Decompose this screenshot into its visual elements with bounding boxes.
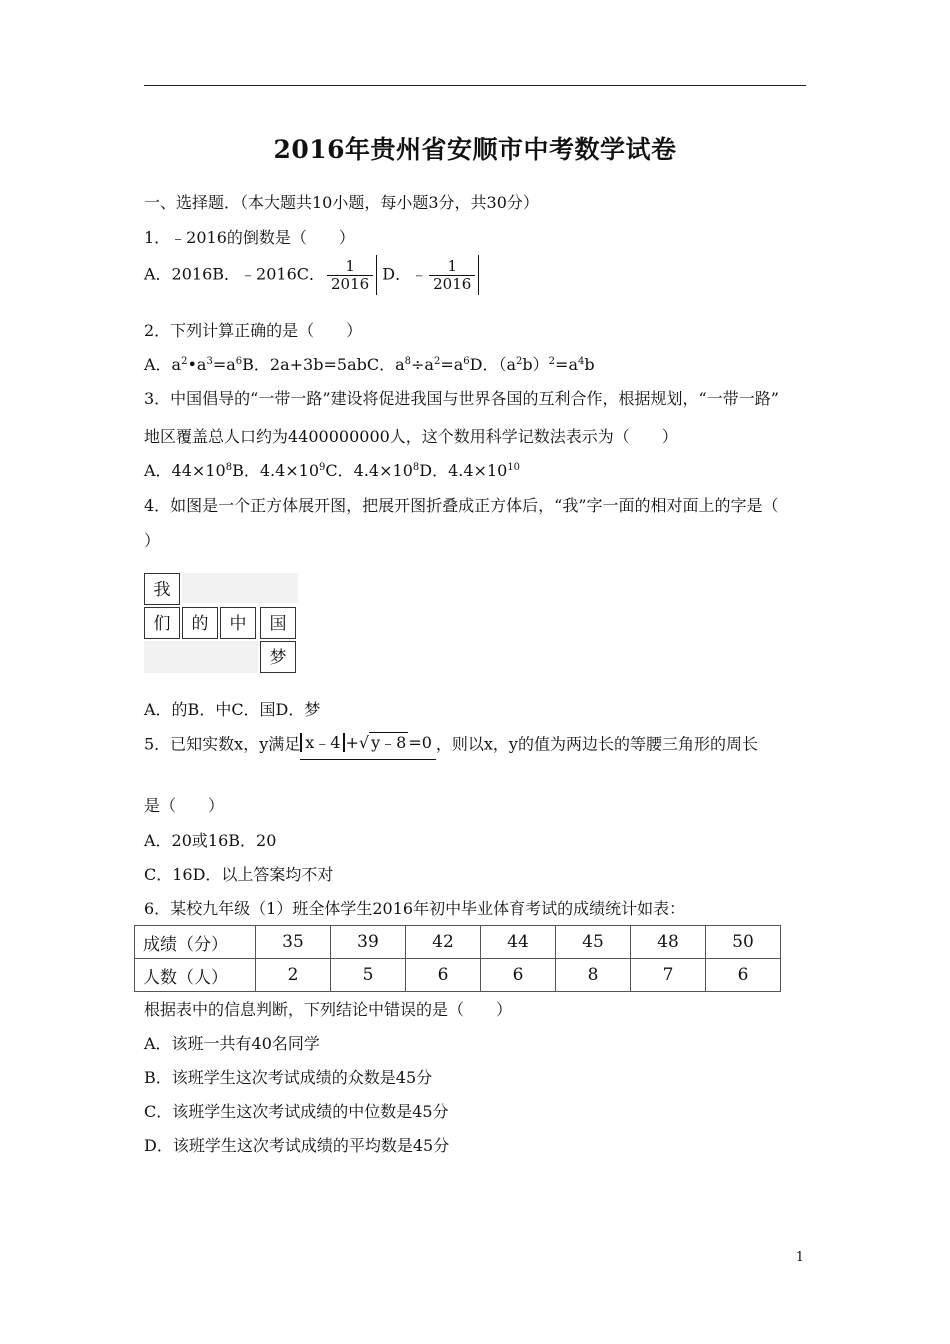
table-cell: 8 — [556, 959, 631, 992]
page-title: 2016年贵州省安顺市中考数学试卷 — [273, 135, 677, 164]
q5-plus: + — [345, 733, 359, 752]
cube-net-figure — [144, 573, 298, 673]
table-cell: 39 — [331, 926, 406, 959]
q5-stem-line1 — [144, 730, 758, 760]
q2-c-exp1: 8 — [404, 356, 412, 367]
q5-eq: =0 — [408, 733, 432, 752]
page-number: 1 — [795, 1250, 804, 1265]
q3-c-exp: 8 — [412, 462, 420, 473]
q4-stem-line1: 4．如图是一个正方体展开图，把展开图折叠成正方体后，“我”字一面的相对面上的字是（ — [144, 496, 779, 515]
table-cell: 48 — [631, 926, 706, 959]
score-table — [134, 925, 781, 992]
q5-options-2: C．16D．以上答案均不对 — [144, 865, 334, 884]
q3-b: B．4.4×10 — [232, 461, 320, 480]
q2-c-exp3: 6 — [463, 356, 470, 367]
q3-c: C．4.4×10 — [325, 461, 413, 480]
q2-d-exp2: 2 — [548, 356, 556, 367]
table-cell: 44 — [481, 926, 556, 959]
q2-options — [144, 352, 595, 375]
q1-stem: 1．﹣2016的倒数是（ ） — [144, 228, 355, 247]
q3-d: D．4.4×10 — [419, 461, 508, 480]
q1-fraction-d — [429, 258, 475, 292]
q2-d: D．（a — [469, 355, 517, 374]
q3-a: A．44×10 — [144, 461, 226, 480]
header-rule — [144, 85, 806, 86]
table-head-scores: 成绩（分） — [135, 926, 256, 959]
q3-stem-line2: 地区覆盖总人口约为4400000000人，这个数用科学记数法表示为（ ） — [144, 427, 678, 446]
q1-option-d: D．﹣ — [382, 264, 428, 284]
q2-c-mid: ÷a — [411, 355, 434, 374]
q6-option-c: C．该班学生这次考试成绩的中位数是45分 — [144, 1102, 449, 1121]
table-cell: 35 — [256, 926, 331, 959]
table-cell: 5 — [331, 959, 406, 992]
q1-c-den: 2016 — [327, 275, 373, 293]
q2-a-exp2: 3 — [206, 356, 213, 367]
net-cell-meng: 梦 — [260, 641, 296, 673]
q1-d-den: 2016 — [429, 275, 475, 293]
q1-d-bar — [478, 255, 479, 295]
q6-option-d: D．该班学生这次考试成绩的平均数是45分 — [144, 1136, 450, 1155]
q6-stem: 6．某校九年级（1）班全体学生2016年初中毕业体育考试的成绩统计如表： — [144, 899, 686, 918]
q2-d-end: b — [584, 355, 595, 374]
q2-stem: 2．下列计算正确的是（ ） — [144, 321, 363, 340]
q2-a-exp1: 2 — [181, 356, 188, 367]
q1-options-abc: A．2016B．﹣2016C． — [144, 264, 325, 284]
q5-equation — [300, 730, 436, 760]
q2-d-eq: =a — [555, 355, 578, 374]
q4-stem-line2: ） — [144, 531, 161, 550]
q1-d-num: 1 — [447, 257, 457, 275]
q5-sqrt-expr: y﹣8 — [371, 733, 407, 752]
q2-d-mid: b） — [522, 355, 549, 374]
q2-d-exp3: 4 — [578, 356, 585, 367]
net-cell-de: 的 — [182, 607, 218, 639]
table-cell: 6 — [406, 959, 481, 992]
q3-a-exp: 8 — [225, 462, 233, 473]
q5-sqrt-sign: √ — [358, 733, 370, 752]
net-cell-zhong: 中 — [220, 607, 256, 639]
q6-question: 根据表中的信息判断，下列结论中错误的是（ ） — [144, 1000, 513, 1019]
q3-stem-line1: 3．中国倡导的“一带一路”建设将促进我国与世界各国的互利合作，根据规划，“一带一路” — [144, 389, 779, 408]
q6-option-b: B．该班学生这次考试成绩的众数是45分 — [144, 1068, 433, 1087]
net-cell-wo: 我 — [144, 573, 180, 605]
table-cell: 42 — [406, 926, 481, 959]
q2-a: A．a — [144, 355, 182, 374]
table-row-counts — [135, 959, 781, 992]
table-head-counts: 人数（人） — [135, 959, 256, 992]
table-cell: 50 — [706, 926, 781, 959]
table-cell: 6 — [706, 959, 781, 992]
table-cell: 6 — [481, 959, 556, 992]
table-cell: 45 — [556, 926, 631, 959]
q2-a-mid: •a — [187, 355, 207, 374]
section-heading: 一、选择题．（本大题共10小题，每小题3分，共30分） — [144, 193, 539, 212]
table-row-scores — [135, 926, 781, 959]
q3-b-exp: 9 — [319, 462, 326, 473]
q4-options: A．的B．中C．国D．梦 — [144, 700, 321, 719]
table-cell: 7 — [631, 959, 706, 992]
q6-option-a: A．该班一共有40名同学 — [144, 1034, 320, 1053]
q2-d-exp1: 2 — [516, 356, 523, 367]
q3-options — [144, 458, 520, 481]
net-bg-bottom — [144, 641, 258, 673]
net-cell-guo: 国 — [260, 607, 296, 639]
q3-d-exp: 10 — [507, 462, 521, 473]
q2-b: B．2a+3b=5abC．a — [242, 355, 405, 374]
q5-options-1: A．20或16B．20 — [144, 831, 277, 850]
q2-a-eq: =a — [212, 355, 236, 374]
table-cell: 2 — [256, 959, 331, 992]
net-cell-men: 们 — [144, 607, 180, 639]
q5-abs-expr: x﹣4 — [300, 733, 345, 752]
q5-prefix: 5．已知实数x，y满足 — [144, 734, 301, 754]
q5-stem-line2: 是（ ） — [144, 796, 225, 815]
q1-c-num: 1 — [345, 257, 355, 275]
q2-c-eq: =a — [440, 355, 464, 374]
q5-suffix: ，则以x，y的值为两边长的等腰三角形的周长 — [435, 734, 758, 754]
q1-fraction-c — [327, 258, 373, 292]
q2-a-exp3: 6 — [235, 356, 243, 367]
net-bg-top — [182, 573, 298, 603]
q2-c-exp2: 2 — [433, 356, 441, 367]
q1-c-bar — [376, 255, 377, 295]
q1-options — [144, 255, 479, 295]
